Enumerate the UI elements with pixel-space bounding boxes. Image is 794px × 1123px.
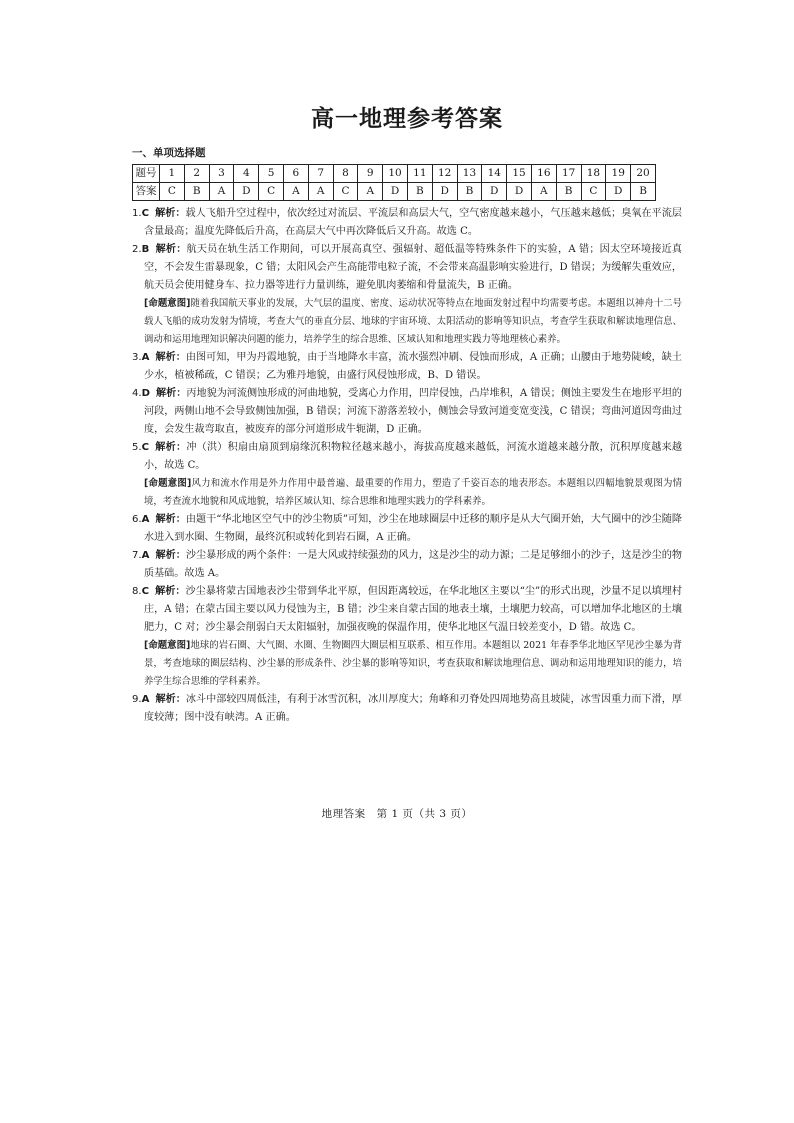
explanation-item [132,439,682,475]
explanation-item [132,583,682,637]
answer-cell: C [160,183,185,201]
item-label: 解析： [155,352,186,363]
item-text: 载人飞船升空过程中，依次经过对流层、平流层和高层大气，空气密度越来越小，气压越来越低；臭氧在平流层含量最高；温度先降低后升高，在高层大气中再次降低后又升高。故选 C。 [144,208,683,237]
item-answer: C [141,586,150,597]
item-number: 5. [132,442,142,453]
question-number: 3 [209,165,234,183]
item-text: 冰斗中部较四周低洼，有利于冰雪沉积，冰川厚度大；角峰和刃脊处四周地势高且坡陡，冰雪因重力而下滑，厚度较薄；图中没有峡湾。A 正确。 [144,694,683,723]
question-number: 9 [358,165,383,183]
intent-text: 地球的岩石圈、大气圈、水圈、生物圈四大圈层相互联系、相互作用。本题组以 2021 年春季华北地区罕见沙尘暴为背景，考查地球的圈层结构、沙尘暴的形成条件、沙尘暴的影响等知识，考查获取和解读地理信息、调动和运用地理知识的能力，培养学生综合思维的学科素养。 [144,640,682,687]
answer-cell: A [531,183,556,201]
question-number: 15 [507,165,532,183]
question-number: 17 [556,165,581,183]
item-answer: D [141,388,151,399]
explanation-item [132,547,682,583]
question-number: 13 [457,165,482,183]
question-number: 1 [160,165,185,183]
item-number: 4. [132,388,142,399]
item-label: 解析： [156,388,187,399]
page-title: 高一地理参考答案 [311,106,503,132]
item-text: 沙尘暴形成的两个条件：一是大风或持续强劲的风力，这是沙尘的动力源；二是足够细小的沙子，这是沙尘的物质基础。故选 A。 [144,550,683,579]
answer-cell: A [209,183,234,201]
question-number: 10 [383,165,408,183]
answer-cell: C [259,183,284,201]
answer-cell: A [283,183,308,201]
item-number: 7. [132,550,142,561]
item-number: 8. [132,586,142,597]
item-label: 解析： [155,442,187,453]
explanation-item [132,385,682,439]
intent-text: 风力和流水作用是外力作用中最普遍、最重要的作用力，塑造了千姿百态的地表形态。本题组以四幅地貌景观图为情境，考查流水地貌和风成地貌，培养区域认知、综合思维和地理实践力的学科素养。 [144,478,682,507]
question-number: 19 [606,165,631,183]
answer-cell: C [333,183,358,201]
explanation-item [132,241,682,295]
question-number: 8 [333,165,358,183]
intent-note [132,637,682,691]
answer-cell: A [358,183,383,201]
explanation-item [132,691,682,727]
answer-cell: D [383,183,408,201]
answer-cell: C [581,183,606,201]
section-title: 一、单项选择题 [132,147,206,159]
question-number: 12 [432,165,457,183]
item-answer: C [141,208,150,219]
item-answer: A [141,514,150,525]
answer-cell: B [457,183,482,201]
item-number: 6. [132,514,142,525]
item-answer: A [141,550,150,561]
item-label: 解析： [155,586,186,597]
item-label: 解析： [155,208,186,219]
question-number: 2 [184,165,209,183]
row-header-answers: 答案 [133,183,160,201]
answer-cell: B [631,183,656,201]
explanation-list [132,205,682,727]
item-answer: A [141,352,150,363]
intent-tag: [命题意图] [144,478,192,489]
question-number: 4 [234,165,259,183]
item-number: 9. [132,694,142,705]
question-number: 18 [581,165,606,183]
question-number: 14 [482,165,507,183]
answer-cell: A [308,183,333,201]
answer-cell: B [184,183,209,201]
item-label: 解析： [155,550,186,561]
page-footer: 地理答案 第 1 页（共 3 页） [321,808,473,820]
intent-tag: [命题意图] [144,298,191,309]
answer-cell: B [407,183,432,201]
item-number: 1. [132,208,142,219]
intent-text: 随着我国航天事业的发展，大气层的温度、密度、运动状况等特点在地面发射过程中均需要考虑。本题组以神舟十二号载人飞船的成功发射为情境，考查大气的垂直分层、地球的宇宙环境、太阳活动的影响等知识点，考查学生获取和解读地理信息、调动和运用地理知识解决问题的能力，培养学生的综合思维、区域认知和地理实践力等地理核心素养。 [144,298,682,345]
question-number: 5 [259,165,284,183]
answer-cell: D [507,183,532,201]
question-number: 11 [407,165,432,183]
item-text: 冲（洪）积扇由扇顶到扇缘沉积物粒径越来越小，海拔高度越来越低，河流水道越来越分散，沉积厚度越来越小，故选 C。 [144,442,683,471]
item-label: 解析： [155,244,187,255]
item-text: 由图可知，甲为丹霞地貌，由于当地降水丰富，流水强烈冲刷、侵蚀而形成，A 正确；山腰由于地势陡峻，缺土少水，植被稀疏，C 错误；乙为雅丹地貌，由盛行风侵蚀形成，B、D 错误。 [144,352,683,381]
row-header-numbers: 题号 [133,165,160,183]
explanation-item [132,205,682,241]
answer-cell: D [606,183,631,201]
item-number: 2. [132,244,142,255]
item-text: 丙地貌为河流侧蚀形成的河曲地貌，受离心力作用，凹岸侵蚀，凸岸堆积，A 错误；侧蚀主要发生在地形平坦的河段，两侧山地不会导致侧蚀加强，B 错误；河流下游落差较小，侧蚀会导致河道变宽变浅，C 错误；弯曲河道因弯曲过度，会发生裁弯取直，被废弃的部分河道形成牛轭湖，D 正确。 [144,388,683,435]
item-number: 3. [132,352,142,363]
item-text: 由题干“华北地区空气中的沙尘物质”可知，沙尘在地球圈层中迁移的顺序是从大气圈开始，大气圈中的沙尘随降水进入到水圈、生物圈，最终沉积或转化到岩石圈，A 正确。 [144,514,682,543]
intent-tag: [命题意图] [144,640,191,651]
intent-note [132,475,682,511]
item-label: 解析： [155,694,186,705]
table-row-numbers [133,165,656,183]
answer-cell: B [556,183,581,201]
item-text: 航天员在轨生活工作期间，可以开展高真空、强辐射、超低温等特殊条件下的实验，A 错；因太空环境接近真空，不会发生雷暴现象，C 错；太阳风会产生高能带电粒子流，不会带来高温影响实验进行，D 错误；为缓解失重效应，航天员会使用健身车、拉力器等进行力量训练，避免肌肉萎缩和骨量流失，B 正确。 [144,244,683,291]
item-answer: A [141,694,150,705]
intent-note [132,295,682,349]
answer-cell: D [482,183,507,201]
question-number: 7 [308,165,333,183]
table-row-answers [133,183,656,201]
item-answer: C [141,442,150,453]
answer-cell: D [234,183,259,201]
item-text: 沙尘暴将蒙古国地表沙尘带到华北平原，但因距离较远，在华北地区主要以“尘”的形式出现，沙量不足以填埋村庄，A 错；在蒙古国主要以风力侵蚀为主，B 错；沙尘来自蒙古国的地表土壤，土壤肥力较高，可以增加华北地区的土壤肥力，C 对；沙尘暴会削弱白天太阳辐射，加强夜晚的保温作用，使华北地区气温日较差变小，D 错。故选 C。 [144,586,682,633]
item-answer: B [141,244,150,255]
question-number: 6 [283,165,308,183]
question-number: 16 [531,165,556,183]
question-number: 20 [631,165,656,183]
answer-table [132,164,656,201]
explanation-item [132,349,682,385]
explanation-item [132,511,682,547]
answer-cell: D [432,183,457,201]
item-label: 解析： [155,514,186,525]
